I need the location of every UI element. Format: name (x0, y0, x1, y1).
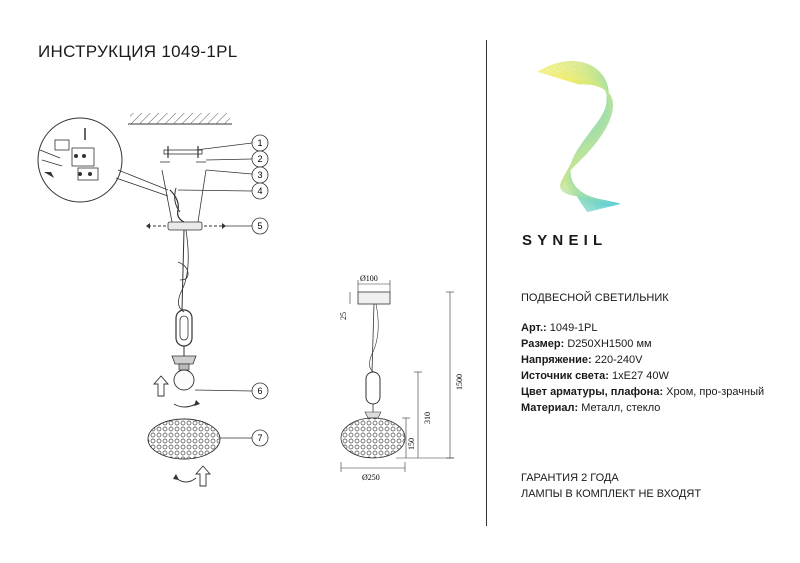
callout-label: 7 (257, 433, 263, 443)
spec-label: Цвет арматуры, плафона: (521, 386, 664, 398)
warranty-text: ГАРАНТИЯ 2 ГОДА (521, 472, 619, 484)
dimension-drawing (339, 274, 464, 482)
brand-name: SYNEIL (522, 232, 608, 249)
spec-label: Напряжение: (521, 354, 592, 366)
spec-value: 220-240V (591, 354, 643, 366)
callout-1 (252, 135, 268, 151)
spec-label: Источник света: (521, 370, 609, 382)
callout-label: 4 (257, 186, 263, 196)
total-height-label: 1500 (455, 374, 464, 390)
wiring-detail-inset (38, 118, 168, 202)
spec-article (521, 320, 771, 336)
spec-value: 1xE27 40W (608, 370, 669, 382)
logo-stroke (551, 70, 607, 209)
spec-value: 1049-1PL (546, 322, 598, 334)
product-type: ПОДВЕСНОЙ СВЕТИЛЬНИК (521, 292, 669, 304)
ceiling-hatch (130, 113, 230, 124)
spec-material (521, 400, 771, 416)
mounting-bracket (164, 150, 202, 154)
spec-color (521, 384, 771, 400)
up-arrow-icon (154, 376, 168, 396)
canopy-outline (358, 292, 390, 304)
spec-voltage (521, 352, 771, 368)
callout-7 (252, 430, 268, 446)
lamp-height-label: 310 (423, 412, 432, 424)
shade-diameter-label: Ø250 (362, 473, 380, 482)
glass-shade (148, 419, 220, 459)
spec-size (521, 336, 771, 352)
callout-label: 2 (257, 154, 263, 164)
callout-label: 5 (257, 221, 263, 231)
bulb (174, 370, 194, 390)
no-lamps-notice: ЛАМПЫ В КОМПЛЕКТ НЕ ВХОДЯТ (521, 488, 702, 500)
callout-3 (252, 167, 268, 183)
lamp-socket (172, 356, 196, 364)
callout-6 (252, 383, 268, 399)
shade-outline (341, 418, 405, 458)
callout-label: 1 (257, 138, 263, 148)
callout-2 (252, 151, 268, 167)
canopy-height-label: 25 (339, 312, 348, 320)
page-title: ИНСТРУКЦИЯ 1049-1PL (38, 42, 238, 61)
callout-5 (252, 218, 268, 234)
warranty-block (521, 470, 701, 502)
canopy-diameter-label: Ø100 (360, 274, 378, 283)
spec-value: Металл, стекло (578, 402, 661, 414)
decorative-link (176, 310, 192, 346)
rotate-arrow-icon (174, 404, 196, 407)
bulb-base (179, 364, 189, 370)
spec-label: Размер: (521, 338, 565, 350)
cord (182, 230, 184, 310)
shade-height-label: 150 (407, 438, 416, 450)
callout-label: 3 (257, 170, 263, 180)
spec-value: D250XH1500 мм (564, 338, 652, 350)
spec-value: Хром, про-зрачный (663, 386, 765, 398)
spec-label: Материал: (521, 402, 579, 414)
callout-label: 6 (257, 386, 263, 396)
spec-light-source (521, 368, 771, 384)
callout-4 (252, 183, 268, 199)
canopy (168, 222, 202, 230)
bottom-up-arrow-icon (196, 466, 210, 486)
brand-logo (528, 42, 638, 222)
spec-list (521, 320, 771, 416)
spec-label: Арт.: (521, 322, 547, 334)
vertical-divider (486, 40, 487, 526)
